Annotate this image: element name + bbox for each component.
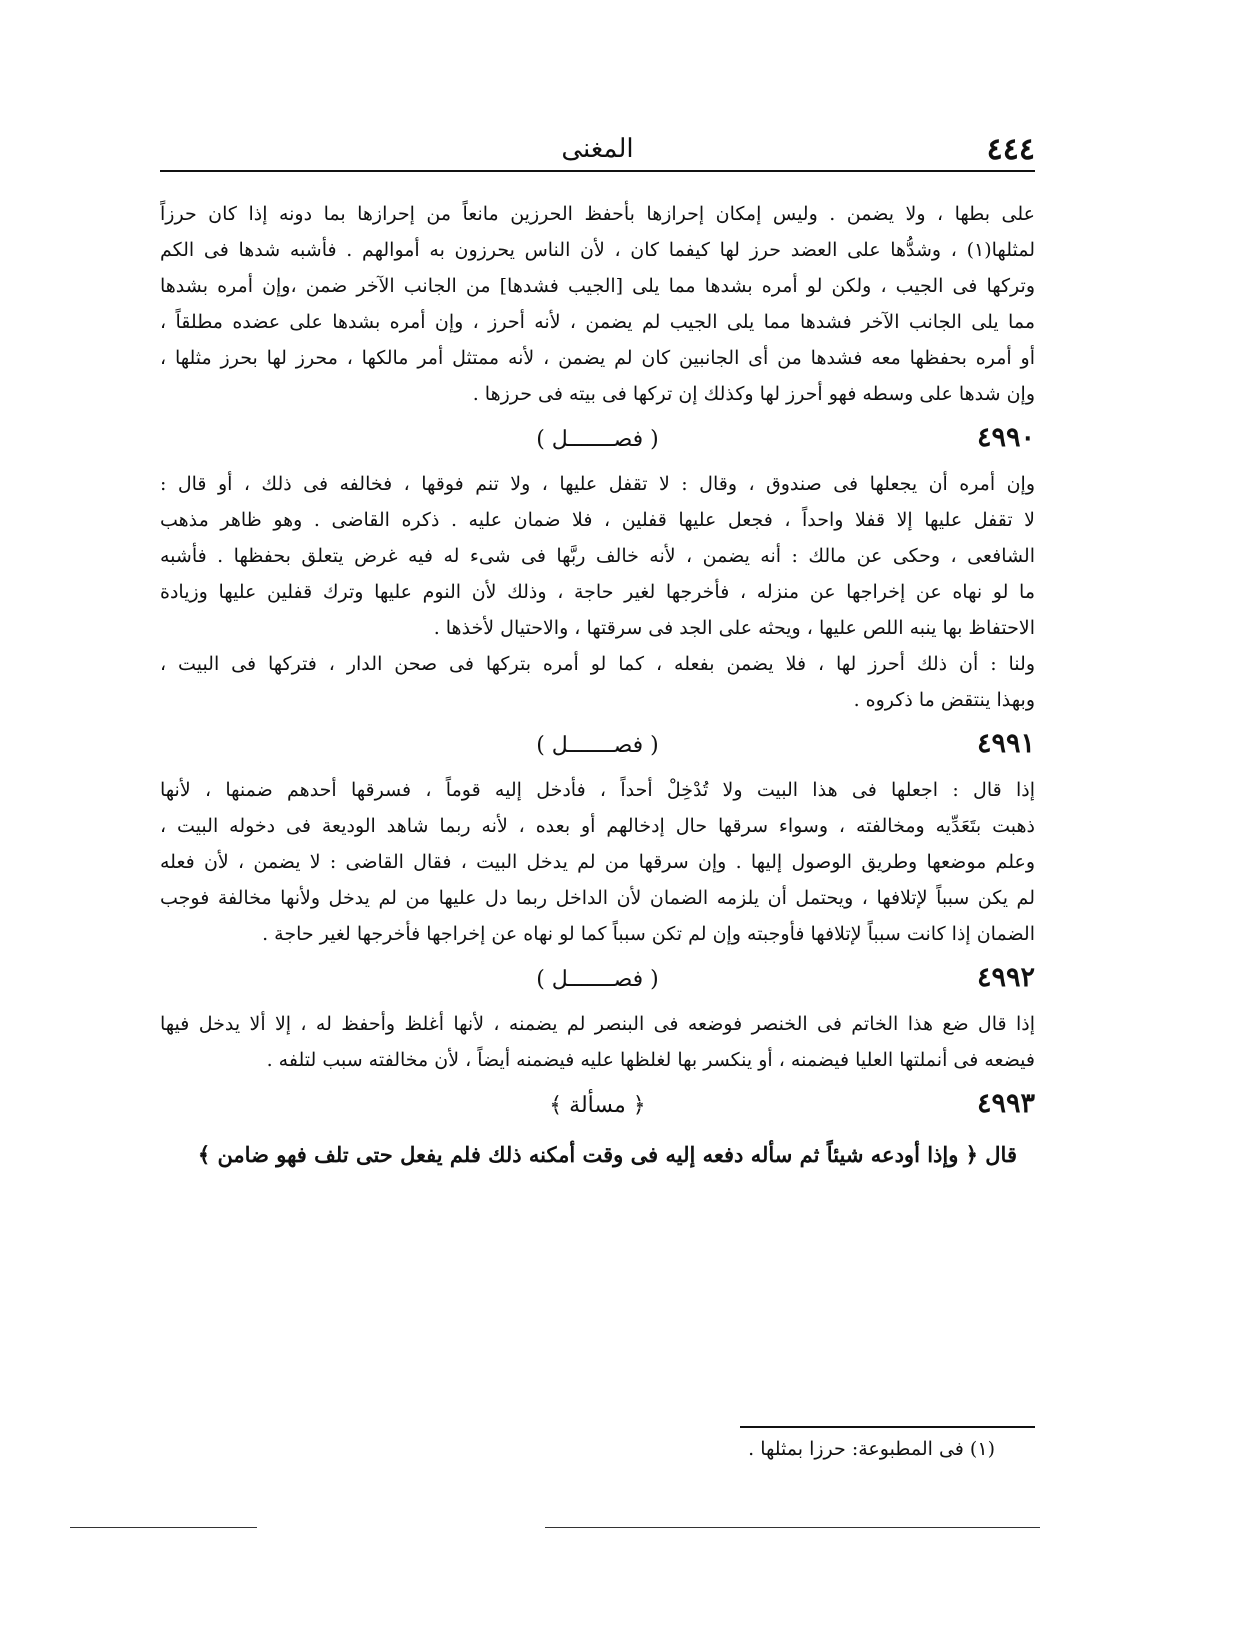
paragraph [160, 1006, 1035, 1078]
text-line: الضمان إذا كانت سبباً لإتلافها فأوجبته وإن لم تكن سبباً كما لو نهاه عن إخراجها فأخرجها لغير حاجة . [262, 923, 1035, 945]
paragraph [160, 646, 1035, 718]
text-line: وبهذا ينتقض ما ذكروه . [853, 689, 1035, 711]
text-line: مما يلى الجانب الآخر فشدها مما يلى الجيب لم يضمن ، لأنه أحرز ، وإن أمره بشدها على عضده مطلقاً ، [160, 311, 1035, 333]
paragraph [160, 196, 1035, 412]
text-line: إذا قال : اجعلها فى هذا البيت ولا تُدْخِلْ أحداً ، فأدخل إليه قوماً ، فسرقها أحدهم ضمنها ، لأنها [160, 779, 1035, 801]
header-rule [160, 170, 1035, 172]
paragraph [160, 466, 1035, 646]
text-line: أو أمره بحفظها معه فشدها من أى الجانبين كان لم يضمن ، لأنه ممتثل أمر مالكها ، محرز لها بحرز مثلها ، [160, 347, 1035, 369]
text-line: الشافعى ، وحكى عن مالك : أنه يضمن ، لأنه خالف ربَّها فى شىء له فيه غرض يتعلق بحفظها . فأشبه [160, 545, 1035, 567]
section-number: ٤٩٩٣ [976, 1088, 1035, 1119]
text-line: فيضعه فى أنملتها العليا فيضمنه ، أو ينكسر بها لغلظها عليه فيضمنه أيضاً ، لأن مخالفته سبب لتلفه . [266, 1049, 1035, 1071]
page-header [160, 128, 1035, 168]
text-line: لم يكن سبباً لإتلافها ، ويحتمل أن يلزمه الضمان لأن الداخل ربما دل عليها من لم يدخل ولأنها مخالفة فوجب [160, 887, 1035, 909]
section-title: ( فصـــــــل ) [536, 733, 659, 758]
bottom-rule [545, 1527, 1040, 1528]
text-line: وإن شدها على وسطه فهو أحرز لها وكذلك إن تركها فى بيته فى حرزها . [472, 383, 1035, 405]
section-heading [160, 722, 1035, 766]
text-line: وعلم موضعها وطريق الوصول إليها . وإن سرقها من لم يدخل البيت ، فقال القاضى : لا يضمن ، لأن فعله [160, 851, 1035, 873]
main-text [160, 196, 1035, 1178]
text-line: الاحتفاظ بها ينبه اللص عليها ، ويحثه على الجد فى سرقتها ، والاحتيال لأخذها . [433, 617, 1035, 639]
section-number: ٤٩٩٠ [976, 422, 1035, 453]
text-line: ما لو نهاه عن إخراجها عن منزله ، فأخرجها لغير حاجة ، وذلك لأن النوم عليها وترك قفلين عليها وزيادة [160, 581, 1035, 603]
section-heading [160, 956, 1035, 1000]
running-title: المغنى [561, 134, 634, 164]
masala-title: ﴿ مسألة ﴾ [549, 1093, 646, 1118]
section-title: ( فصـــــــل ) [536, 427, 659, 452]
text-line: على بطها ، ولا يضمن . وليس إمكان إحرازها بأحفظ الحرزين مانعاً من إحرازها بما دونه إذا كان حرزاً [160, 203, 1035, 225]
text-line: لا تقفل عليها إلا قفلا واحداً ، فجعل عليها قفلين ، فلا ضمان عليه . ذكره القاضى . وهو ظاهر مذهب [160, 509, 1035, 531]
footnote: (١) فى المطبوعة: حرزا بمثلها . [748, 1438, 995, 1460]
section-number: ٤٩٩١ [976, 728, 1035, 759]
footnote-rule [740, 1426, 1035, 1428]
bottom-rule [70, 1527, 257, 1528]
paragraph [160, 772, 1035, 952]
text-line: وإن أمره أن يجعلها فى صندوق ، وقال : لا تقفل عليها ، ولا تنم فوقها ، فخالفه فى ذلك ، أو قال : [160, 473, 1035, 495]
text-line: ولنا : أن ذلك أحرز لها ، فلا يضمن بفعله ، كما لو أمره بتركها فى صحن الدار ، فتركها فى البيت ، [160, 653, 1035, 675]
text-line: ذهبت بتَعَدِّيه ومخالفته ، وسواء سرقها حال إدخالهم أو بعده ، لأنه ربما شاهد الوديعة فى دخوله البيت ، [160, 815, 1035, 837]
section-heading [160, 1082, 1035, 1126]
page-number: ٤٤٤ [986, 132, 1035, 167]
text-line: لمثلها(١) ، وشدُّها على العضد حرز لها كيفما كان ، لأن الناس يحرزون به أموالهم . فأشبه شدها فى الكم [160, 239, 1035, 261]
section-number: ٤٩٩٢ [976, 962, 1035, 993]
section-title: ( فصـــــــل ) [536, 967, 659, 992]
text-line: إذا قال ضع هذا الخاتم فى الخنصر فوضعه فى البنصر لم يضمنه ، لأنها أغلظ وأحفظ له ، إلا ألا يدخل فيها [160, 1013, 1035, 1035]
quoted-text: قال ﴿ وإذا أودعه شيئاً ثم سأله دفعه إليه فى وقت أمكنه ذلك فلم يفعل حتى تلف فهو ضامن ﴾ [197, 1142, 1017, 1167]
text-line: وتركها فى الجيب ، ولكن لو أمره بشدها مما يلى [الجيب فشدها] من الجانب الآخر ضمن ،وإن أمره بشدها [160, 275, 1035, 297]
section-heading [160, 416, 1035, 460]
